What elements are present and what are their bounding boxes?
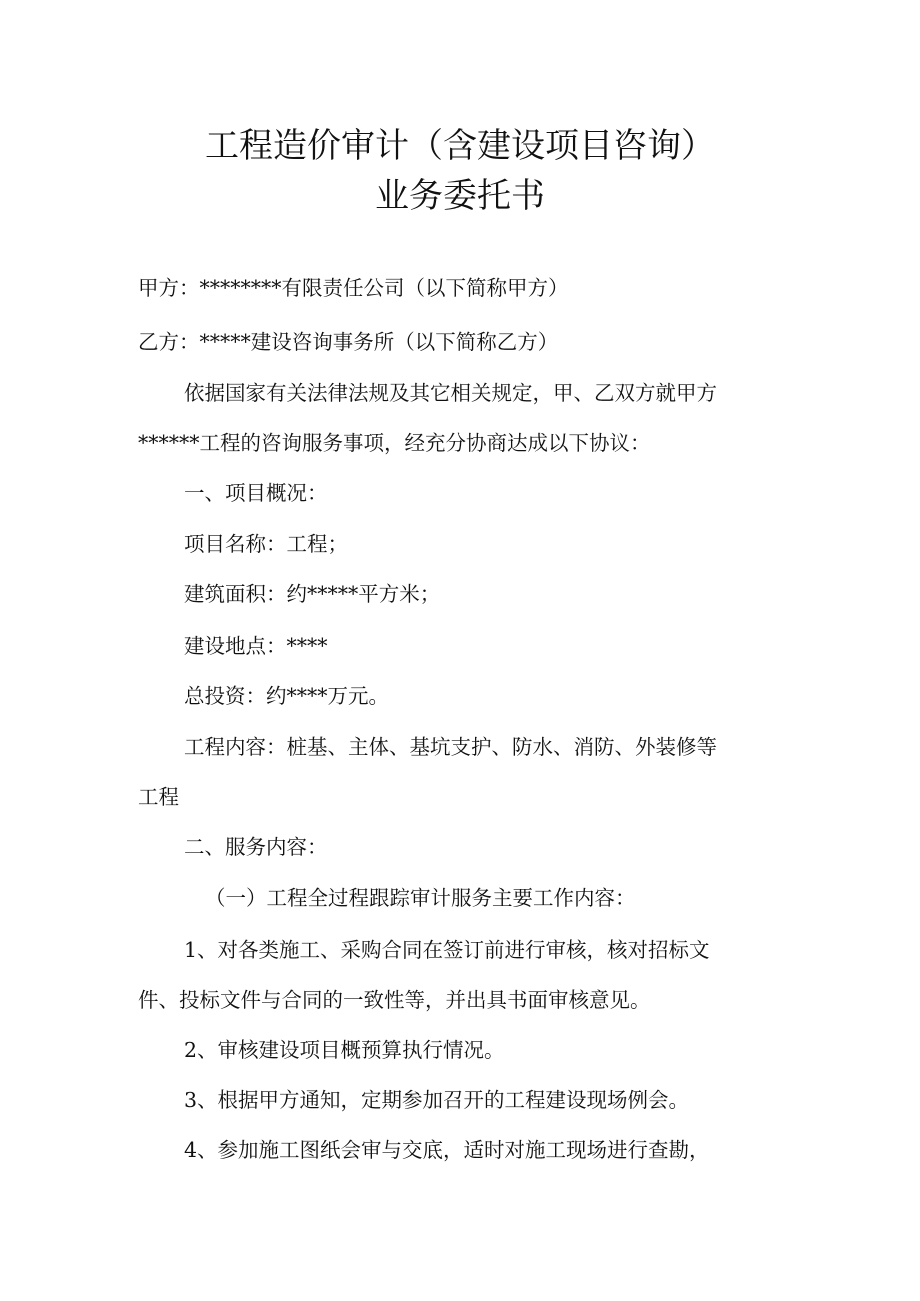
content-line-2: 工程 — [138, 785, 179, 809]
investment-line: 总投资：约****万元。 — [184, 684, 389, 708]
content-line-1: 工程内容：桩基、主体、基坑支护、防水、消防、外装修等 — [184, 735, 717, 759]
basis-paragraph-line-1: 依据国家有关法律法规及其它相关规定，甲、乙双方就甲方 — [184, 381, 717, 405]
basis-paragraph-line-2: ******工程的咨询服务事项，经充分协商达成以下协议： — [138, 431, 651, 455]
section-2-heading: 二、服务内容： — [184, 835, 328, 859]
section-1-heading: 一、项目概况： — [184, 481, 328, 505]
item-3-line: 3、根据甲方通知，定期参加召开的工程建设现场例会。 — [184, 1088, 690, 1112]
subsection-1-heading: （一）工程全过程跟踪审计服务主要工作内容： — [205, 886, 636, 910]
item-4-line: 4、参加施工图纸会审与交底，适时对施工现场进行查勘， — [184, 1138, 710, 1162]
party-a-line: 甲方：********有限责任公司（以下简称甲方） — [138, 276, 569, 300]
building-area-line: 建筑面积：约*****平方米； — [184, 582, 441, 606]
item-2-line: 2、审核建设项目概预算执行情况。 — [184, 1038, 505, 1062]
document-title-line-2: 业务委托书 — [375, 176, 545, 216]
site-line: 建设地点：**** — [184, 634, 328, 658]
project-name-line: 项目名称：工程； — [184, 532, 348, 556]
document-title-line-1: 工程造价审计（含建设项目咨询） — [205, 126, 715, 166]
party-b-line: 乙方：*****建设咨询事务所（以下简称乙方） — [138, 330, 559, 354]
item-1-line-2: 件、投标文件与合同的一致性等，并出具书面审核意见。 — [138, 988, 651, 1012]
item-1-line-1: 1、对各类施工、采购合同在签订前进行审核，核对招标文 — [184, 938, 710, 962]
